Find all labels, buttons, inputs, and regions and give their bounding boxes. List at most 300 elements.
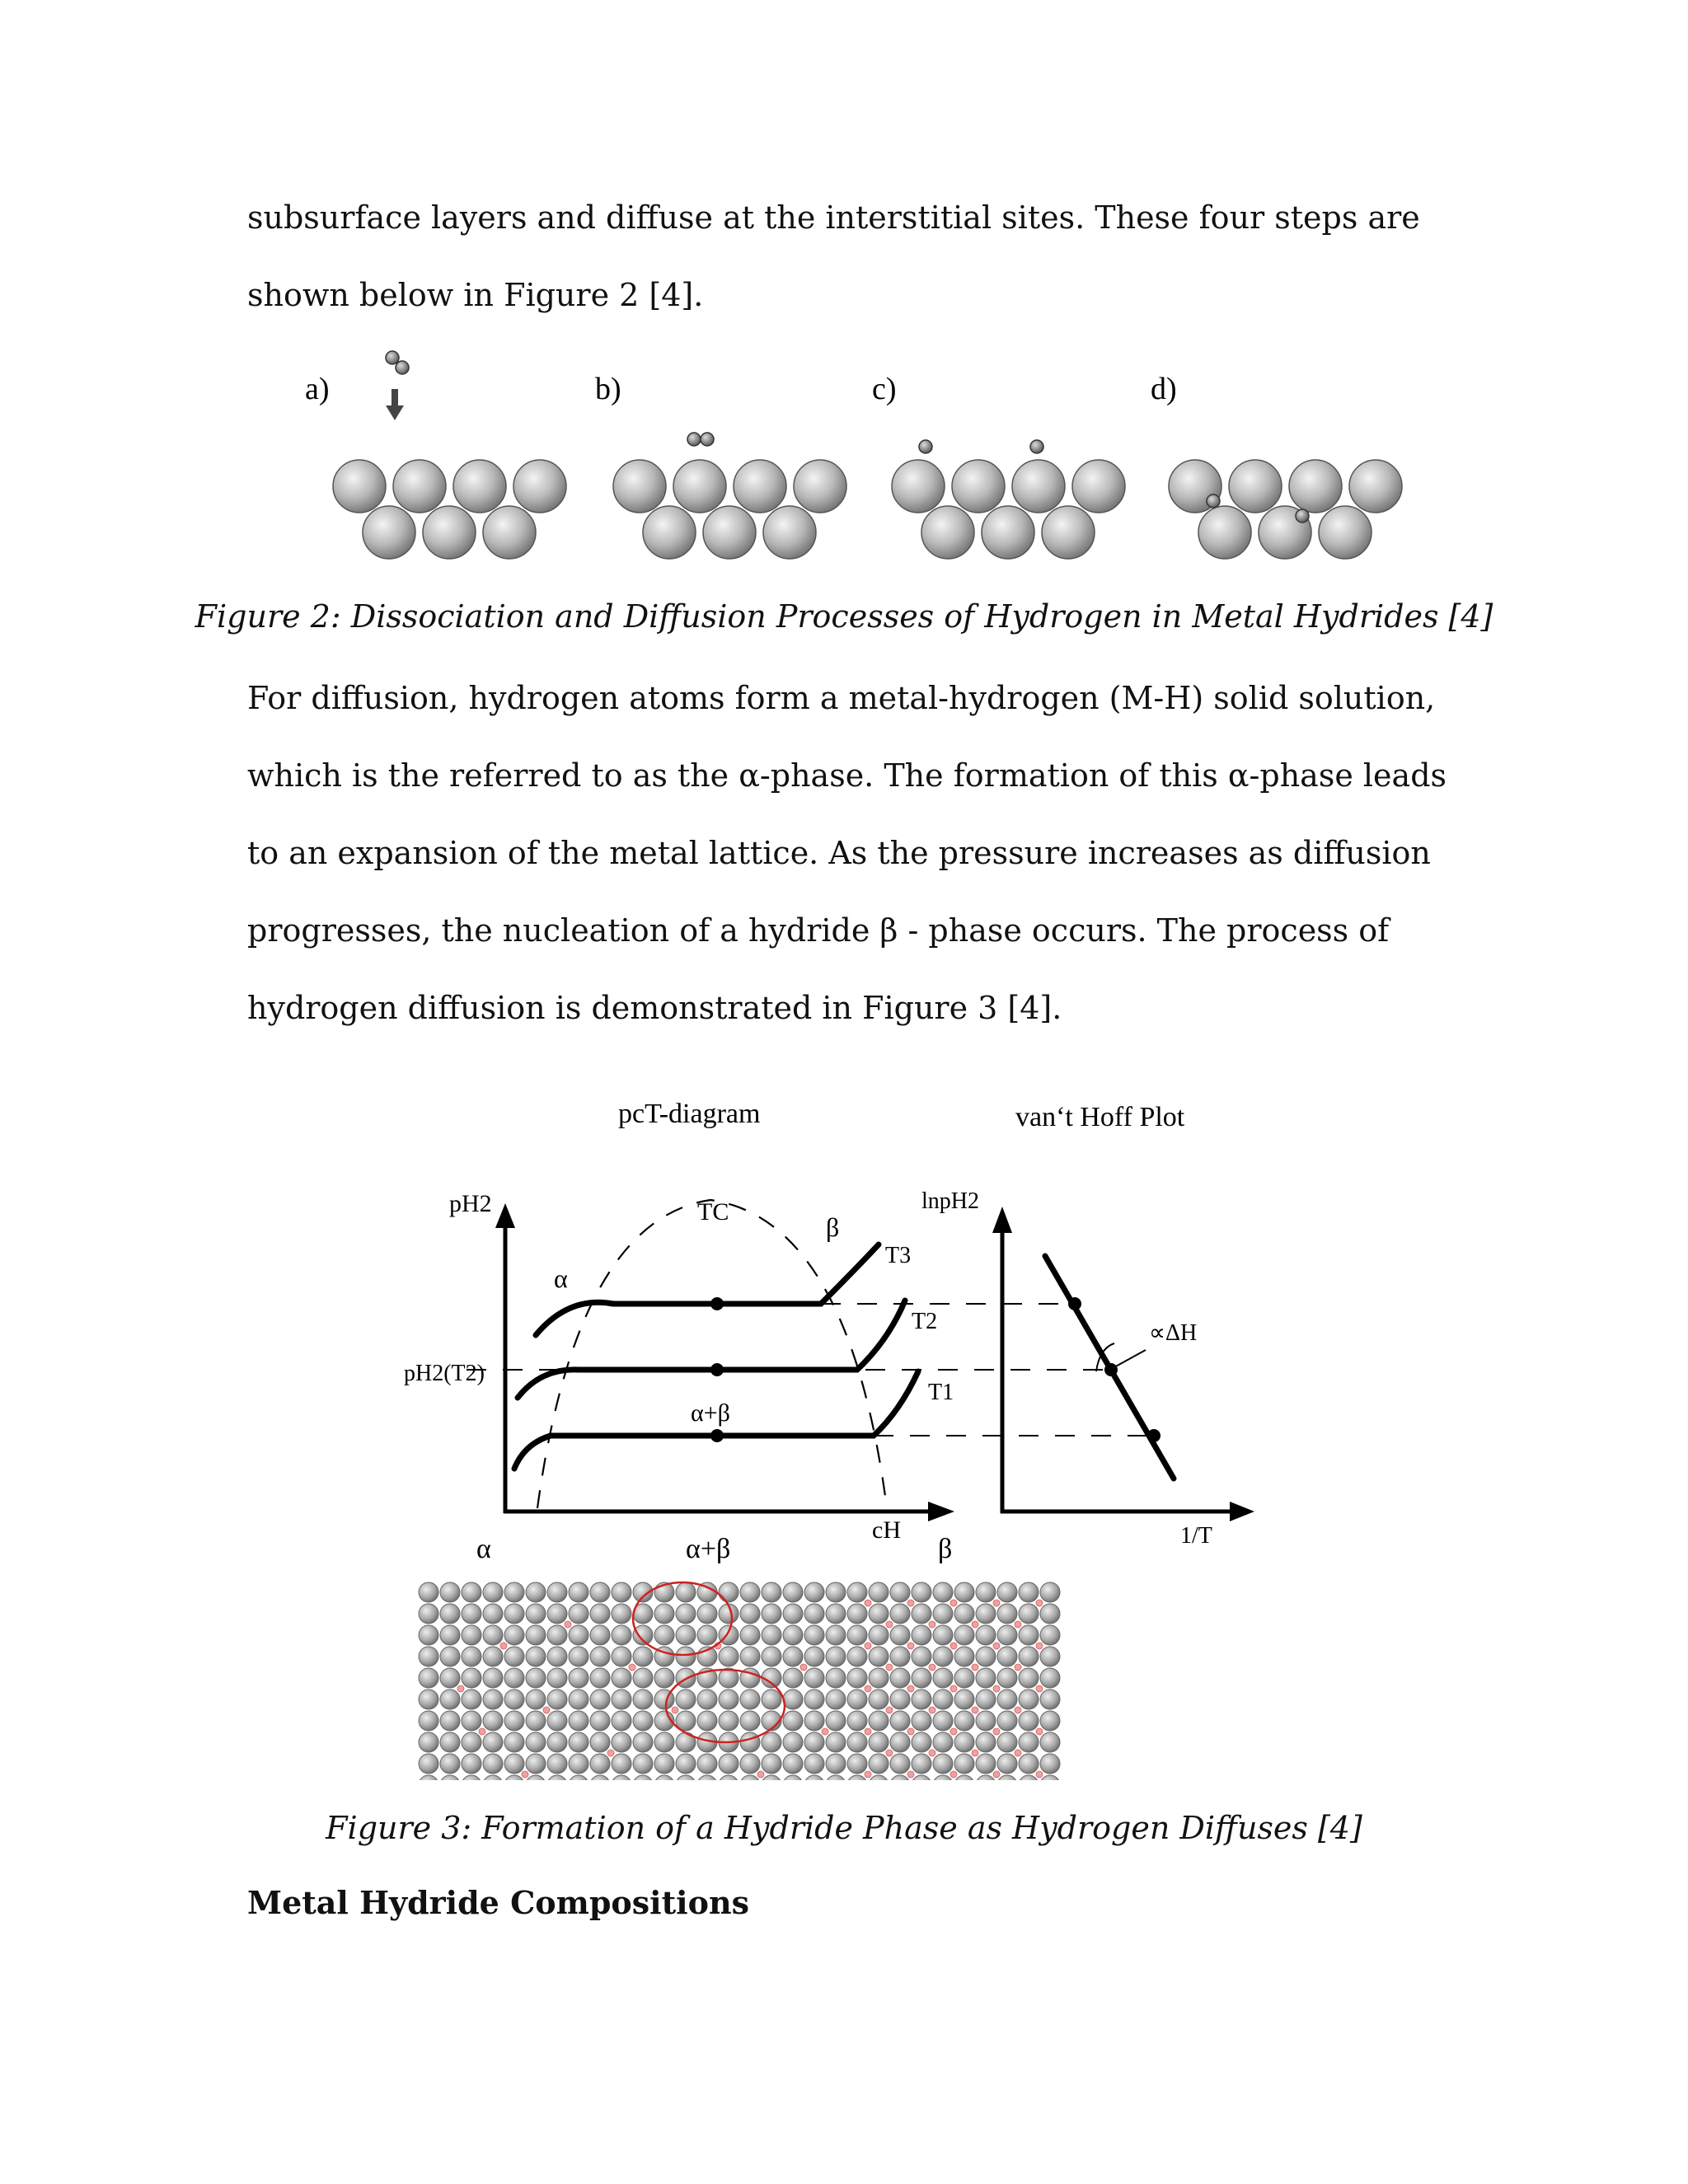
lattice-atom: [419, 1775, 438, 1780]
hydrogen-interstitial: [907, 1643, 914, 1649]
lattice-atom: [462, 1732, 481, 1752]
lattice-atom: [804, 1775, 824, 1780]
lattice-atom: [954, 1775, 974, 1780]
lattice-atom: [547, 1625, 567, 1645]
lattice-atom: [590, 1625, 610, 1645]
lattice-atom: [719, 1711, 738, 1731]
lattice-atom: [869, 1711, 889, 1731]
lattice-atom: [504, 1732, 524, 1752]
lattice-atom: [997, 1775, 1017, 1780]
lattice-atom: [483, 1711, 503, 1731]
lattice-atom: [547, 1732, 567, 1752]
lattice-atom: [654, 1668, 674, 1688]
lattice-atom: [526, 1647, 546, 1666]
metal-atom: [952, 460, 1005, 513]
lattice-atom: [1040, 1625, 1060, 1645]
lattice-atom: [676, 1604, 696, 1624]
lattice-atom: [1040, 1754, 1060, 1774]
lattice-atom: [976, 1625, 996, 1645]
lattice-atom: [954, 1668, 974, 1688]
lattice-atom: [483, 1582, 503, 1602]
lattice-atom: [976, 1668, 996, 1688]
lattice-atom: [997, 1604, 1017, 1624]
lattice-atom: [783, 1604, 803, 1624]
hydrogen-interstitial: [607, 1750, 614, 1756]
lattice-atom: [612, 1690, 631, 1709]
lattice-atom: [547, 1775, 567, 1780]
lattice-atom: [933, 1647, 953, 1666]
hydrogen-interstitial: [886, 1750, 893, 1756]
lattice-atom: [869, 1582, 889, 1602]
lattice-atom: [676, 1582, 696, 1602]
lattice-atom: [419, 1582, 438, 1602]
lattice-atom: [419, 1732, 438, 1752]
lattice-atom: [654, 1732, 674, 1752]
lattice-label-mixed: α+β: [686, 1534, 731, 1564]
lattice-atom: [504, 1668, 524, 1688]
lattice-atom: [997, 1647, 1017, 1666]
lattice-atom: [676, 1647, 696, 1666]
lattice-atom: [633, 1754, 653, 1774]
lattice-atom: [1040, 1604, 1060, 1624]
lattice-atom: [504, 1711, 524, 1731]
lattice-atom: [697, 1711, 717, 1731]
panel-label-a: a): [305, 372, 330, 406]
lattice-atom: [954, 1732, 974, 1752]
vanthoff-x-axis-label: 1/T: [1180, 1523, 1212, 1549]
lattice-atom: [440, 1604, 460, 1624]
lattice-atom: [612, 1668, 631, 1688]
two-phase-dome: [537, 1200, 887, 1508]
lattice-atom: [590, 1775, 610, 1780]
hydrogen-interstitial: [1036, 1728, 1043, 1735]
lattice-atom: [869, 1690, 889, 1709]
lattice-atom: [676, 1754, 696, 1774]
lattice-atom: [890, 1582, 910, 1602]
hydrogen-interstitial: [522, 1771, 528, 1778]
lattice-atom: [762, 1604, 781, 1624]
hydrogen-interstitial: [929, 1750, 935, 1756]
lattice-atom: [997, 1711, 1017, 1731]
lattice-atom: [826, 1625, 846, 1645]
lattice-atom: [483, 1775, 503, 1780]
hydrogen-interstitial: [950, 1643, 957, 1649]
lattice-atom: [954, 1582, 974, 1602]
hydrogen-interstitial: [800, 1664, 807, 1671]
hydrogen-interstitial: [543, 1707, 550, 1713]
lattice-atom: [569, 1754, 588, 1774]
lattice-atom: [954, 1647, 974, 1666]
lattice-atom: [740, 1754, 760, 1774]
metal-atom: [613, 460, 666, 513]
hydrogen-interstitial: [907, 1600, 914, 1606]
lattice-atom: [740, 1732, 760, 1752]
lattice-atom: [612, 1732, 631, 1752]
lattice-atom: [847, 1647, 867, 1666]
lattice-atom: [933, 1732, 953, 1752]
lattice-atom: [997, 1754, 1017, 1774]
lattice-atom: [569, 1690, 588, 1709]
lattice-atom: [612, 1711, 631, 1731]
lattice-atom: [847, 1582, 867, 1602]
down-arrow-icon: [386, 389, 404, 420]
lattice-atom: [504, 1582, 524, 1602]
lattice-atom: [783, 1582, 803, 1602]
hydrogen-interstitial: [929, 1621, 935, 1628]
hydrogen-interstitial: [950, 1685, 957, 1692]
lattice-atom: [1040, 1775, 1060, 1780]
critical-temperature-label: TC: [697, 1198, 729, 1226]
metal-atom: [892, 460, 945, 513]
lattice-atom: [419, 1754, 438, 1774]
lattice-atom: [483, 1647, 503, 1666]
lattice-atom: [740, 1647, 760, 1666]
hydrogen-interstitial: [907, 1728, 914, 1735]
lattice-atom: [654, 1775, 674, 1780]
metal-surface-panels: [333, 460, 1402, 559]
lattice-atom: [697, 1754, 717, 1774]
hydrogen-interstitial: [672, 1707, 678, 1713]
lattice-atom: [804, 1668, 824, 1688]
slope-label: ∝ΔH: [1149, 1320, 1198, 1346]
hydrogen-interstitial: [886, 1621, 893, 1628]
lattice-atom: [440, 1711, 460, 1731]
lattice-atom: [912, 1625, 931, 1645]
lattice-atom: [912, 1582, 931, 1602]
lattice-atom: [504, 1647, 524, 1666]
lattice-atom: [762, 1625, 781, 1645]
lattice-atom: [569, 1732, 588, 1752]
lattice-atom: [440, 1754, 460, 1774]
lattice-atom: [462, 1775, 481, 1780]
panel-label-c: c): [872, 372, 897, 406]
panel-label-b: b): [595, 372, 621, 406]
lattice-atom: [526, 1711, 546, 1731]
pct-x-axis-label: cH: [872, 1516, 901, 1544]
lattice-atom: [762, 1647, 781, 1666]
lattice-atom: [869, 1775, 889, 1780]
lattice-atom: [440, 1668, 460, 1688]
metal-atom: [483, 506, 536, 559]
slope-pointer: [1113, 1350, 1146, 1368]
lattice-atom: [890, 1775, 910, 1780]
lattice-atom: [740, 1582, 760, 1602]
metal-atom: [1042, 506, 1095, 559]
lattice-atom: [633, 1732, 653, 1752]
lattice-atom: [933, 1582, 953, 1602]
lattice-atom: [912, 1711, 931, 1731]
lattice-atom: [933, 1754, 953, 1774]
lattice-atom: [633, 1625, 653, 1645]
lattice-atom: [762, 1732, 781, 1752]
lattice-atom: [847, 1604, 867, 1624]
metal-atom: [734, 460, 786, 513]
lattice-atom: [890, 1690, 910, 1709]
lattice-atom: [440, 1690, 460, 1709]
isotherm-label-t2: T2: [912, 1309, 938, 1334]
lattice-atom: [697, 1625, 717, 1645]
lattice-atom: [912, 1604, 931, 1624]
lattice-atom: [976, 1582, 996, 1602]
lattice-atom: [869, 1754, 889, 1774]
lattice-atom: [440, 1582, 460, 1602]
lattice-atom: [633, 1668, 653, 1688]
lattice-atom: [740, 1775, 760, 1780]
lattice-atom: [740, 1690, 760, 1709]
lattice-atom: [783, 1690, 803, 1709]
metal-atom: [1349, 460, 1402, 513]
lattice-atom: [912, 1754, 931, 1774]
lattice-atom: [847, 1775, 867, 1780]
lattice-atom: [419, 1668, 438, 1688]
lattice-atom: [483, 1604, 503, 1624]
lattice-atom: [826, 1754, 846, 1774]
lattice-atom: [590, 1647, 610, 1666]
metal-atom: [363, 506, 415, 559]
lattice-atom: [569, 1604, 588, 1624]
lattice-atom: [976, 1775, 996, 1780]
hydrogen-interstitial: [500, 1643, 507, 1649]
lattice-atom: [869, 1604, 889, 1624]
metal-atom: [982, 506, 1034, 559]
vanthoff-axes: [992, 1207, 1254, 1521]
lattice-atom: [547, 1582, 567, 1602]
metal-atom: [1229, 460, 1282, 513]
lattice-atom: [976, 1690, 996, 1709]
lattice-atom: [804, 1625, 824, 1645]
lattice-atom: [569, 1668, 588, 1688]
lattice-atom: [547, 1647, 567, 1666]
lattice-atom: [912, 1775, 931, 1780]
lattice-atom: [826, 1582, 846, 1602]
lattice-atom: [440, 1732, 460, 1752]
lattice-atom: [997, 1690, 1017, 1709]
lattice-atom: [590, 1690, 610, 1709]
lattice-atom: [697, 1604, 717, 1624]
lattice-atom: [826, 1604, 846, 1624]
lattice-atom: [526, 1775, 546, 1780]
lattice-atom: [826, 1775, 846, 1780]
lattice-atom: [612, 1582, 631, 1602]
lattice-atom: [419, 1647, 438, 1666]
lattice-atom: [826, 1668, 846, 1688]
hydrogen-interstitial: [629, 1664, 635, 1671]
hydrogen-interstitial: [972, 1621, 978, 1628]
hydrogen-interstitial: [950, 1728, 957, 1735]
lattice-atom: [826, 1732, 846, 1752]
lattice-atom: [847, 1690, 867, 1709]
h-atom-subsurface: [1207, 494, 1220, 508]
lattice-atom: [1019, 1604, 1039, 1624]
lattice-atom: [954, 1690, 974, 1709]
hydrogen-interstitial: [1036, 1685, 1043, 1692]
lattice-atom: [826, 1690, 846, 1709]
lattice-atom: [504, 1625, 524, 1645]
lattice-atom: [1019, 1732, 1039, 1752]
lattice-atom: [1019, 1754, 1039, 1774]
lattice-atom: [547, 1711, 567, 1731]
hydrogen-interstitial: [1036, 1771, 1043, 1778]
lattice-atom: [483, 1625, 503, 1645]
lattice-atom: [890, 1711, 910, 1731]
h2-molecule-adsorbed: [687, 433, 714, 446]
metal-atom: [1198, 506, 1251, 559]
lattice-atom: [697, 1775, 717, 1780]
metal-atom: [1012, 460, 1065, 513]
lattice-atom: [526, 1604, 546, 1624]
lattice-atom: [1040, 1582, 1060, 1602]
lattice-atom: [783, 1711, 803, 1731]
lattice-atom: [869, 1668, 889, 1688]
lattice-atom: [569, 1625, 588, 1645]
lattice-atom: [1040, 1647, 1060, 1666]
lattice-atom: [976, 1732, 996, 1752]
vanthoff-plot-title: van‘t Hoff Plot: [1015, 1102, 1185, 1132]
hydrogen-interstitial: [950, 1771, 957, 1778]
lattice-atom: [419, 1625, 438, 1645]
lattice-atom: [483, 1754, 503, 1774]
lattice-atom: [547, 1604, 567, 1624]
lattice-atom: [612, 1775, 631, 1780]
lattice-atom: [590, 1668, 610, 1688]
lattice-atom: [933, 1668, 953, 1688]
lattice-atom: [1040, 1668, 1060, 1688]
lattice-atom: [954, 1625, 974, 1645]
lattice-atom: [762, 1690, 781, 1709]
lattice-atom: [569, 1582, 588, 1602]
lattice-atom: [847, 1668, 867, 1688]
lattice-atom: [804, 1690, 824, 1709]
lattice-atom: [569, 1647, 588, 1666]
lattice-atom: [612, 1647, 631, 1666]
lattice-atom: [783, 1732, 803, 1752]
pct-y-axis-label: pH2: [449, 1190, 492, 1217]
metal-atom: [1319, 506, 1372, 559]
hydrogen-interstitial: [457, 1685, 464, 1692]
lattice-atom: [462, 1582, 481, 1602]
lattice-atom: [933, 1711, 953, 1731]
metal-atom: [703, 506, 756, 559]
hydrogen-interstitial: [972, 1664, 978, 1671]
metal-atom: [921, 506, 974, 559]
lattice-atom: [1019, 1668, 1039, 1688]
lattice-atom: [997, 1668, 1017, 1688]
h-atom-subsurface: [1296, 509, 1309, 523]
lattice-atom: [869, 1732, 889, 1752]
lattice-atom: [912, 1732, 931, 1752]
lattice-atom: [954, 1754, 974, 1774]
pct-diagram-title: pcT-diagram: [618, 1099, 761, 1129]
lattice-label-beta: β: [938, 1534, 953, 1564]
metal-atom: [423, 506, 476, 559]
hydrogen-interstitial: [886, 1664, 893, 1671]
lattice-atom: [890, 1647, 910, 1666]
lattice-atom: [783, 1754, 803, 1774]
lattice-atom: [1040, 1690, 1060, 1709]
lattice-atom: [419, 1690, 438, 1709]
lattice-atom: [569, 1775, 588, 1780]
lattice-atom: [826, 1711, 846, 1731]
lattice-atom: [783, 1647, 803, 1666]
metal-atom: [763, 506, 816, 559]
lattice-atom: [783, 1668, 803, 1688]
lattice-atom: [933, 1604, 953, 1624]
lattice-atom: [976, 1754, 996, 1774]
figure-3-illustration: [0, 1071, 1688, 1780]
lattice-atom: [526, 1690, 546, 1709]
hydrogen-interstitial: [1015, 1707, 1021, 1713]
lattice-atom: [869, 1647, 889, 1666]
lattice-atom: [804, 1582, 824, 1602]
lattice-atom: [1019, 1711, 1039, 1731]
paragraph-intro: subsurface layers and diffuse at the interstitial sites. These four steps are shown below in Figure 2 [4].: [247, 199, 1420, 313]
lattice-atom: [954, 1711, 974, 1731]
h-atoms-dissociated: [919, 440, 1043, 453]
hydrogen-interstitial: [929, 1707, 935, 1713]
lattice-atom: [654, 1754, 674, 1774]
lattice-atom: [804, 1647, 824, 1666]
lattice-atom: [912, 1690, 931, 1709]
lattice-atom: [676, 1690, 696, 1709]
lattice-atom: [633, 1690, 653, 1709]
hydrogen-interstitial: [865, 1771, 871, 1778]
lattice-atom: [590, 1711, 610, 1731]
lattice-atom: [997, 1625, 1017, 1645]
lattice-atom: [890, 1625, 910, 1645]
lattice-atom: [890, 1604, 910, 1624]
lattice-atom: [933, 1775, 953, 1780]
lattice-atom: [933, 1625, 953, 1645]
lattice-atom: [526, 1582, 546, 1602]
lattice-atom: [804, 1732, 824, 1752]
hydrogen-interstitial: [1015, 1750, 1021, 1756]
alpha-region-label: α: [554, 1263, 568, 1293]
hydrogen-interstitial: [993, 1771, 1000, 1778]
lattice-atom: [933, 1690, 953, 1709]
lattice-atom: [633, 1775, 653, 1780]
lattice-atom: [1019, 1690, 1039, 1709]
lattice-atom: [719, 1690, 738, 1709]
metal-atom: [513, 460, 566, 513]
hydrogen-interstitial: [993, 1728, 1000, 1735]
lattice-atom: [504, 1754, 524, 1774]
metal-atom: [673, 460, 726, 513]
lattice-atom: [826, 1647, 846, 1666]
lattice-atom: [719, 1582, 738, 1602]
lattice-atom: [912, 1647, 931, 1666]
lattice-atom: [997, 1732, 1017, 1752]
lattice-atom: [740, 1604, 760, 1624]
lattice-atom: [847, 1711, 867, 1731]
lattice-atom: [804, 1604, 824, 1624]
beta-region-label: β: [826, 1212, 840, 1242]
hydrogen-interstitial: [1036, 1643, 1043, 1649]
lattice-atom: [740, 1625, 760, 1645]
metal-atom: [453, 460, 506, 513]
hydrogen-interstitial: [907, 1685, 914, 1692]
lattice-atom: [590, 1732, 610, 1752]
lattice-atom: [1040, 1732, 1060, 1752]
lattice-atom: [633, 1711, 653, 1731]
lattice-atom: [762, 1754, 781, 1774]
lattice-atom: [847, 1625, 867, 1645]
lattice-atom: [633, 1647, 653, 1666]
lattice-atom: [590, 1582, 610, 1602]
isotherm-label-t1: T1: [928, 1380, 954, 1405]
metal-atom: [1072, 460, 1125, 513]
lattice-atom: [847, 1732, 867, 1752]
lattice-atom: [890, 1668, 910, 1688]
